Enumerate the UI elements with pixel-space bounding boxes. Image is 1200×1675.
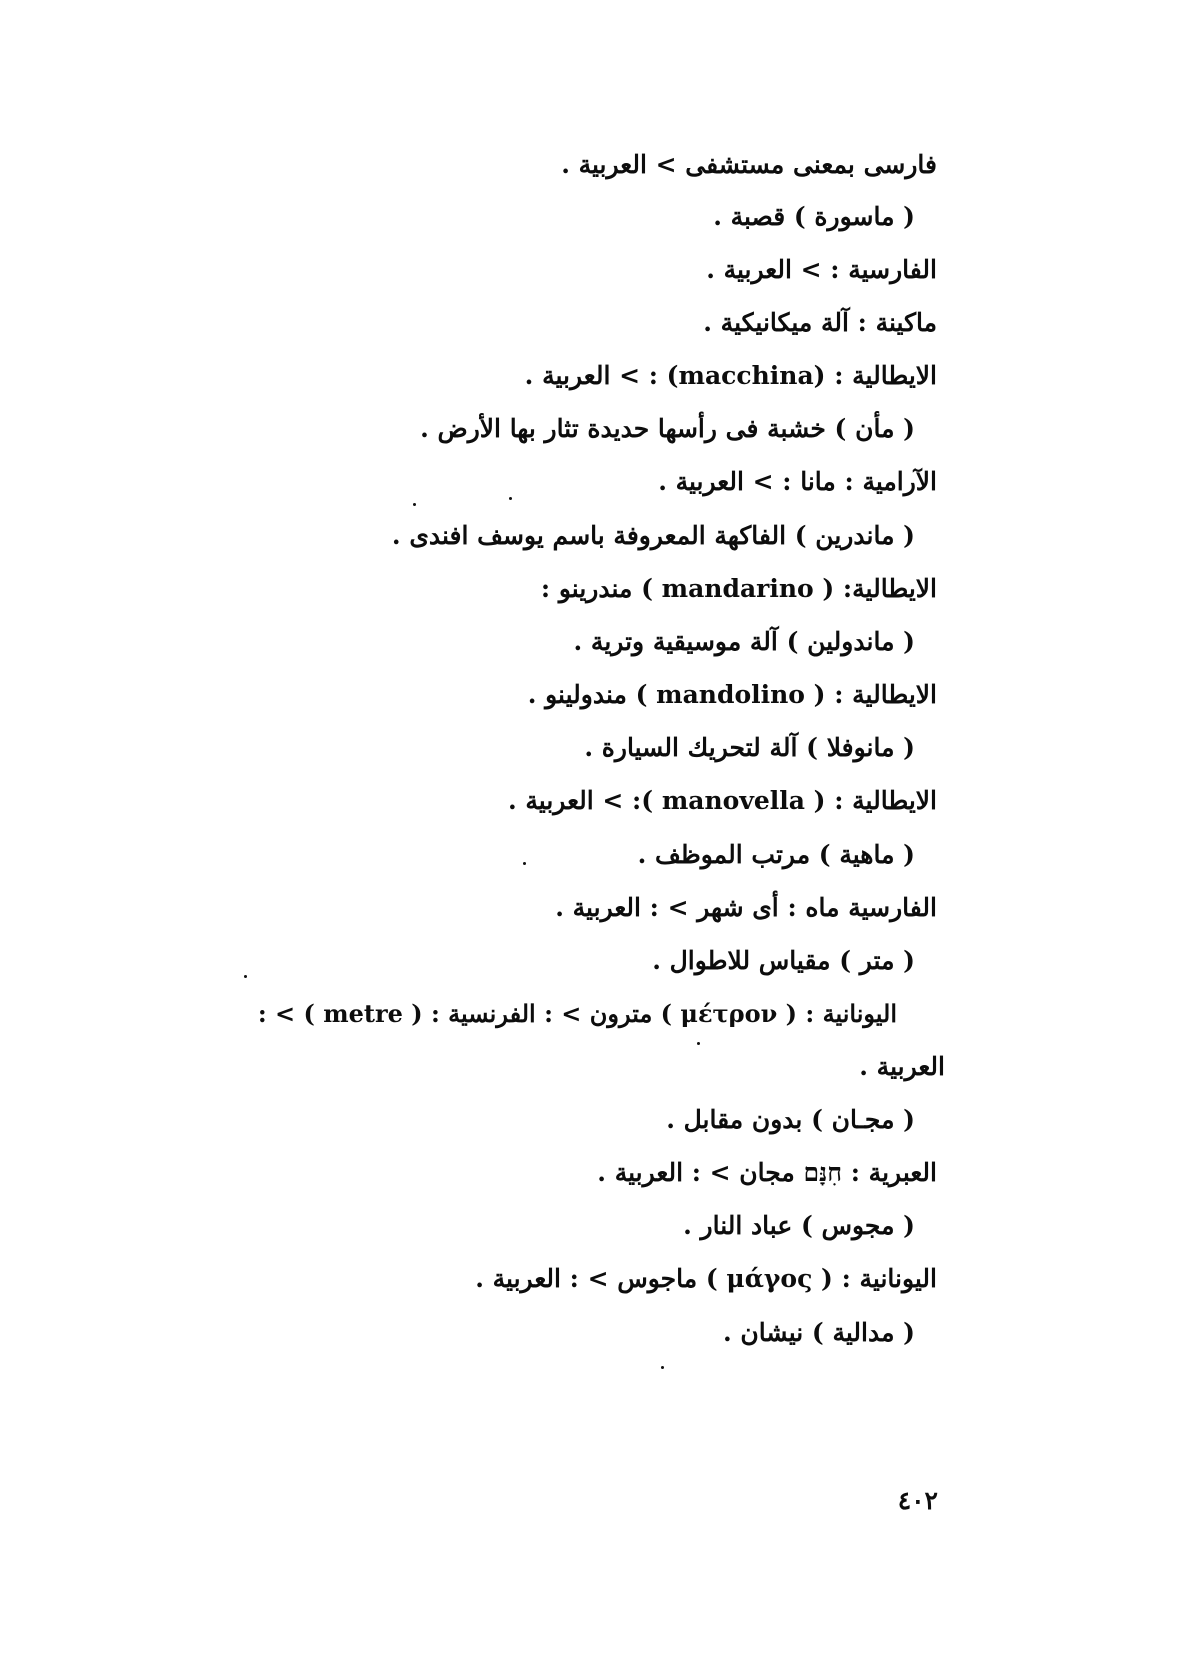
text-line: ( ماندولين ) آلة موسيقية وترية . — [573, 627, 915, 656]
text-line: ( متر ) مقياس للاطوال . — [652, 946, 915, 975]
text-line: الآرامية : مانا : > العربية . — [658, 467, 937, 496]
text-line: ( ماهية ) مرتب الموظف . — [637, 840, 915, 869]
text-line: اليونانية : ( μάγος ) ماجوس > : العربية . — [475, 1264, 937, 1293]
text-line: الايطالية : (macchina) : > العربية . — [524, 361, 937, 390]
text-line: ماكينة : آلة ميكانيكية . — [703, 308, 937, 337]
text-line: ( مجوس ) عباد النار . — [683, 1211, 915, 1240]
text-line: الايطالية : ( mandolino ) مندولينو . — [527, 680, 937, 709]
text-line: اليونانية : ( μέτρον ) مترون > : الفرنسية : ( metre ) > : — [257, 999, 897, 1028]
print-speck — [413, 503, 416, 506]
print-speck — [509, 497, 512, 500]
text-line: فارسى بمعنى مستشفى > العربية . — [561, 150, 937, 179]
text-line: الايطالية: ( mandarino ) مندرينو : — [540, 574, 937, 603]
print-speck — [244, 975, 247, 978]
print-speck — [697, 1042, 700, 1045]
text-line: ( مأن ) خشبة فى رأسها حديدة تثار بها الأرض . — [420, 414, 915, 443]
text-line: الفارسية ماه : أى شهر > : العربية . — [555, 893, 937, 922]
text-line: الفارسية : > العربية . — [706, 255, 937, 284]
text-line: ( مدالية ) نيشان . — [723, 1318, 915, 1347]
text-line: الايطالية : ( manovella ): > العربية . — [507, 786, 937, 815]
text-line: ( مجـان ) بدون مقابل . — [666, 1105, 915, 1134]
text-line: العبرية : חִנָּם مجان > : العربية . — [597, 1158, 937, 1187]
text-line: العربية . — [859, 1052, 945, 1081]
print-speck — [661, 1366, 664, 1369]
text-line: ( مانوفلا ) آلة لتحريك السيارة . — [584, 733, 915, 762]
text-line: ( ماندرين ) الفاكهة المعروفة باسم يوسف افندى . — [391, 521, 915, 550]
page-number: ٤٠٢ — [897, 1486, 938, 1515]
text-line: ( ماسورة ) قصبة . — [713, 202, 915, 231]
print-speck — [523, 862, 526, 865]
